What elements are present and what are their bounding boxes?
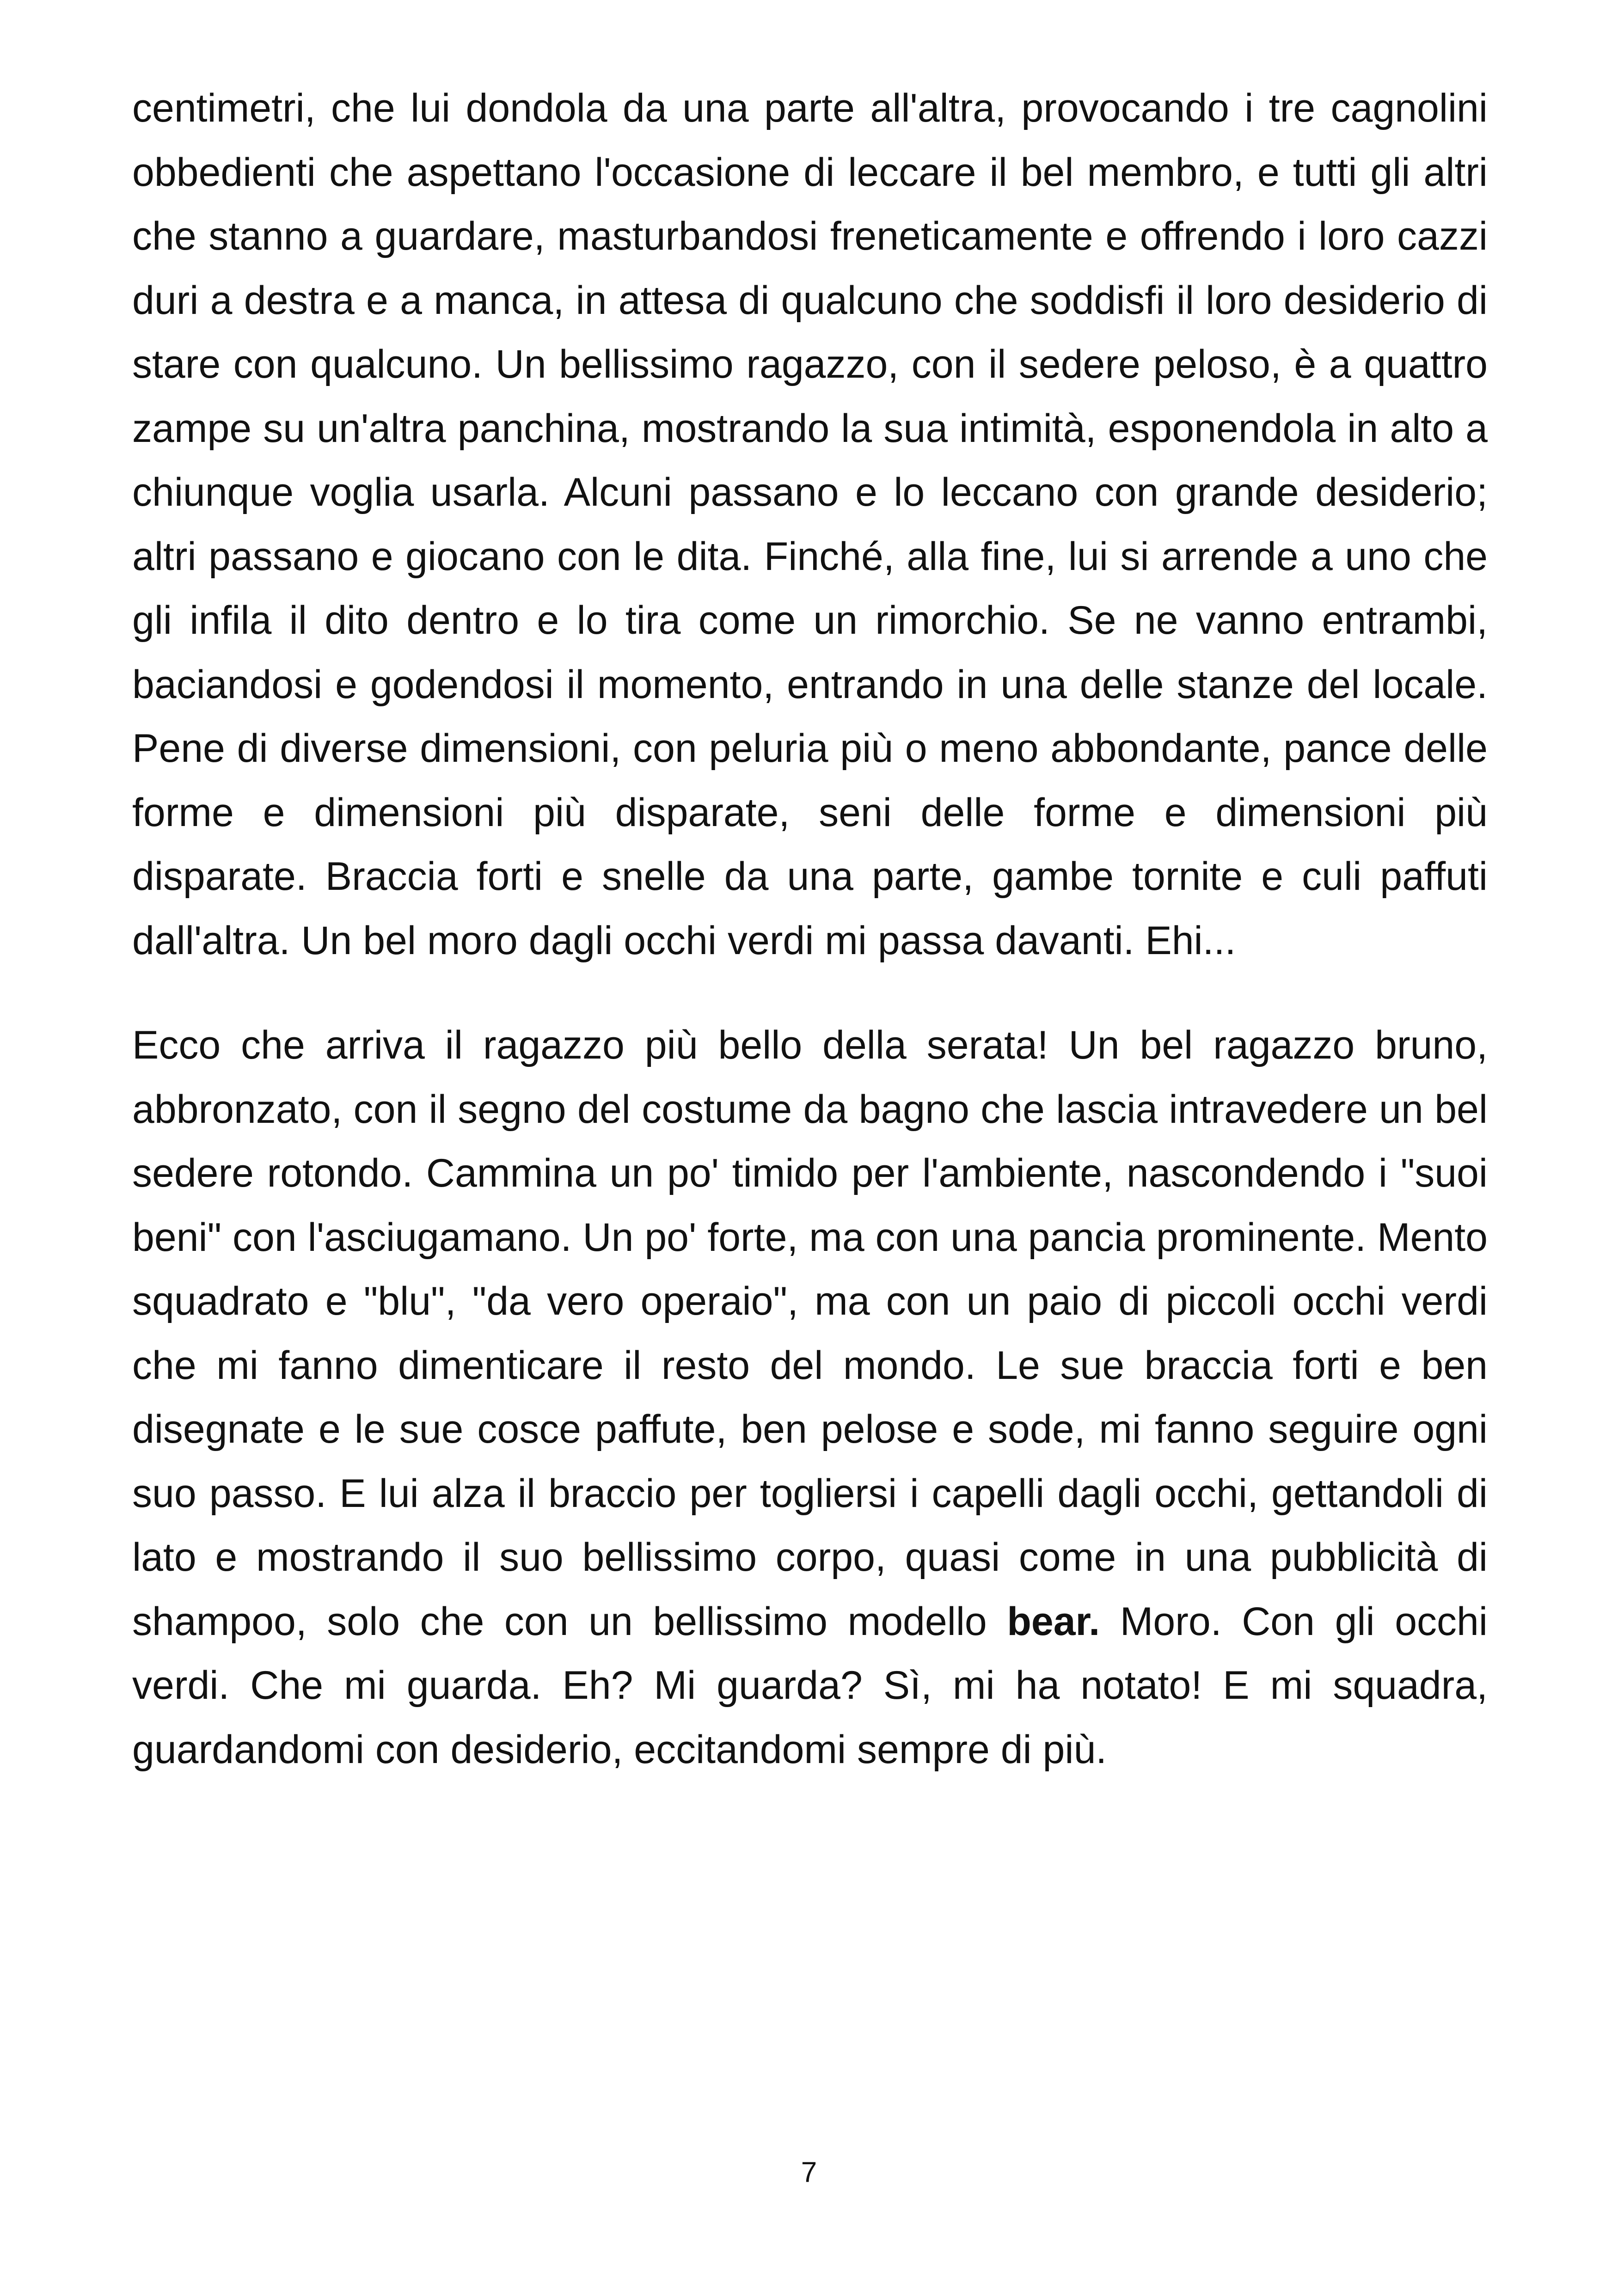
paragraph-1: centimetri, che lui dondola da una parte all'altra, provocando i tre cagnolini obbedienti che aspettano l'occasione di leccare il bel membro, e tutti gli altri che stanno a guardare, masturbandosi freneticamente e offrendo i loro cazzi duri a destra e a manca, in attesa di qualcuno che soddisfi il loro desiderio di stare con qualcuno. Un bellissimo ragazzo, con il sedere peloso, è a quattro zampe su un'altra panchina, mostrando la sua intimità, esponendola in alto a chiunque voglia usarla. Alcuni passano e lo leccano con grande desiderio; altri passano e giocano con le dita. Finché, alla fine, lui si arrende a uno che gli infila il dito dentro e lo tira come un rimorchio. Se ne vanno entrambi, baciandosi e godendosi il momento, entrando in una delle stanze del locale. Pene di diverse dimensioni, con peluria più o meno abbondante, pance delle forme e dimensioni più disparate, seni delle forme e dimensioni più disparate. Braccia forti e snelle da una parte, gambe tornite e culi paffuti dall'altra. Un bel moro dagli occhi verdi mi passa davanti. Ehi... (132, 86, 1488, 963)
paragraph-2-text-before: Ecco che arriva il ragazzo più bello della serata! Un bel ragazzo bruno, abbronzato, con il segno del costume da bagno che lascia intravedere un bel sedere rotondo. Cammina un po' timido per l'ambiente, nascondendo i "suoi beni" con l'asciugamano. Un po' forte, ma con una pancia prominente. Mento squadrato e "blu", "da vero operaio", ma con un paio di piccoli occhi verdi che mi fanno dimenticare il resto del mondo. Le sue braccia forti e ben disegnate e le sue cosce paffute, ben pelose e sode, mi fanno seguire ogni suo passo. E lui alza il braccio per togliersi i capelli dagli occhi, gettandoli di lato e mostrando il suo bellissimo corpo, quasi come in una pubblicità di shampoo, solo che con un bellissimo modello (132, 1023, 1488, 1644)
paragraph-2-text-after: Moro. Con gli occhi verdi. Che mi guarda. Eh? Mi guarda? Sì, mi ha notato! E mi squadra, guardandomi con desiderio, eccitandomi sempre di più. (132, 1599, 1488, 1772)
paragraph-2 (132, 1013, 1488, 1782)
body-text (132, 76, 1488, 1782)
paragraph-2-bold-word: bear. (1007, 1599, 1100, 1644)
page-number: 7 (801, 2156, 817, 2188)
